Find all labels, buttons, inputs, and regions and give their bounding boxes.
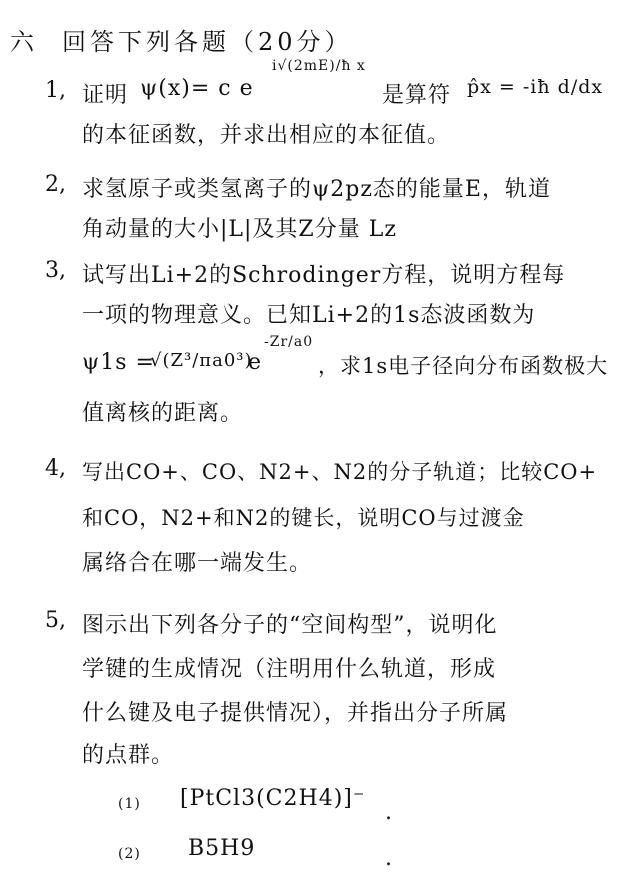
q5-line1: 图示出下列各分子的“空间构型”，说明化 <box>82 613 498 638</box>
q5-number: 5, <box>45 608 66 633</box>
q5-sub1-formula: [PtCl3(C2H4)]⁻ <box>180 786 366 811</box>
q5-line4: 的点群。 <box>82 743 175 768</box>
q5-line2: 学键的生成情况（注明用什么轨道，形成 <box>82 657 497 682</box>
q1-exp-expr: i√(2mE)/ħ x <box>272 58 366 74</box>
q4-line1: 写出CO+、CO、N2+、N2的分子轨道；比较CO+ <box>82 460 598 484</box>
q3-sqrt-expr: √(Z³/πa0³) <box>150 350 253 371</box>
q1-number: 1, <box>45 78 66 103</box>
section-number: 六 <box>10 28 35 56</box>
q1-operator-expr: p̂x = -iħ d/dx <box>467 76 604 98</box>
q3-line3-tail: ，求1s电子径向分布函数极大 <box>318 354 609 378</box>
q4-line3: 属络合在哪一端发生。 <box>82 551 313 576</box>
q5-sub1-label: (1) <box>118 796 141 812</box>
q1-psi-expr: ψ(x)= c e <box>140 76 254 101</box>
q5-sub1-dot: . <box>385 800 393 825</box>
q5-line3: 什么键及电子提供情况），并指出分子所属 <box>82 701 509 726</box>
q3-number: 3, <box>45 258 66 283</box>
q3-line2: 一项的物理意义。已知Li+2的1s态波函数为 <box>82 303 536 328</box>
q2-line1: 求氢原子或类氢离子的ψ2pz态的能量E，轨道 <box>82 177 551 202</box>
q3-line1: 试写出Li+2的Schrodinger方程，说明方程每 <box>82 263 566 288</box>
q1-line2: 的本征函数，并求出相应的本征值。 <box>82 123 451 148</box>
q3-psi-label: ψ1s = <box>82 350 155 375</box>
q4-line2: 和CO，N2+和N2的键长，说明CO与过渡金 <box>82 506 525 530</box>
q4-number: 4, <box>45 456 66 481</box>
q2-line2: 角动量的大小|L|及其Z分量 Lz <box>82 217 397 242</box>
q5-sub2-label: (2) <box>118 846 141 862</box>
q1-line1-mid: 是算符 <box>382 83 452 108</box>
q1-line1-prefix: 证明 <box>82 83 129 108</box>
q3-exp-power: -Zr/a0 <box>264 334 314 350</box>
q3-exp-base: e <box>248 350 263 375</box>
q5-sub2-dot: . <box>385 846 393 871</box>
q3-line4: 值离核的距离。 <box>82 401 244 426</box>
section-title: 回答下列各题（20分） <box>62 28 353 56</box>
q5-sub2-formula: B5H9 <box>188 836 256 861</box>
q2-number: 2, <box>45 172 66 197</box>
